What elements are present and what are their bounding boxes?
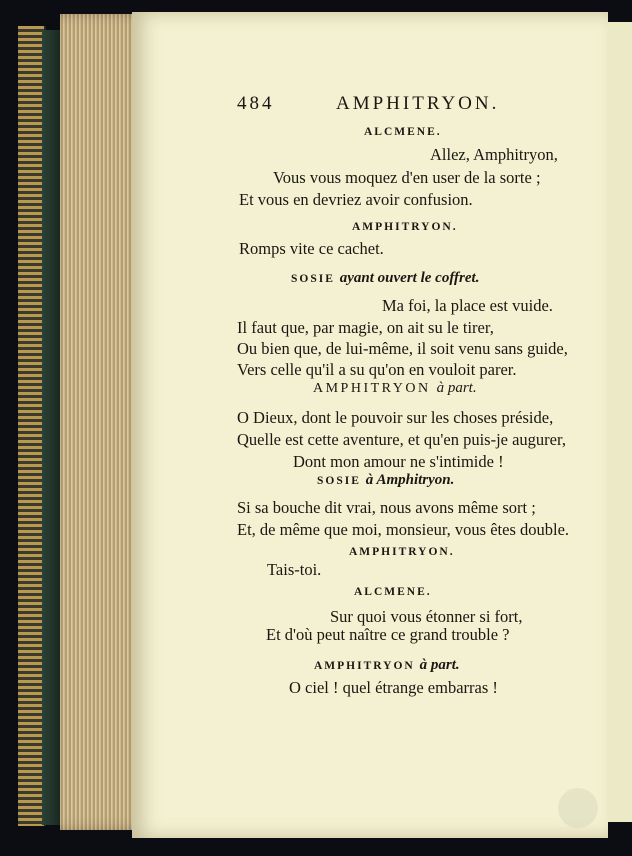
verse-line: Quelle est cette aventure, et qu'en puis-je augurer, xyxy=(237,430,566,449)
speaker-name: AMPHITRYON xyxy=(313,381,431,396)
speaker-heading xyxy=(314,655,460,676)
verse-line: Allez, Amphitryon, xyxy=(430,145,558,164)
verse-line: Vous vous moquez d'en user de la sorte ; xyxy=(273,168,541,187)
verse-line: Vers celle qu'il a su qu'on en vouloit parer. xyxy=(237,360,517,379)
speaker-heading xyxy=(291,268,479,289)
stage-direction: ayant ouvert le coffret. xyxy=(339,270,480,286)
book-page xyxy=(132,12,608,838)
stage-direction: à Amphitryon. xyxy=(365,472,455,488)
speaker-name: SOSIE xyxy=(317,475,361,487)
verse-line: Romps vite ce cachet. xyxy=(239,239,384,258)
verse-line: Ou bien que, de lui-même, il soit venu sans guide, xyxy=(237,339,568,358)
verse-line: O ciel ! quel étrange embarras ! xyxy=(289,678,498,697)
verse-line: Et vous en devriez avoir confusion. xyxy=(239,190,473,209)
speaker-name: AMPHITRYON xyxy=(314,660,415,672)
facing-page-edge xyxy=(604,22,632,822)
speaker-heading xyxy=(317,470,454,491)
verse-line: O Dieux, dont le pouvoir sur les choses préside, xyxy=(237,408,554,427)
speaker-name: SOSIE xyxy=(291,273,335,285)
speaker-heading: AMPHITRYON. xyxy=(349,546,455,558)
book-cover xyxy=(42,30,62,825)
verse-line: Sur quoi vous étonner si fort, xyxy=(330,607,523,626)
verse-line: Et d'où peut naître ce grand trouble ? xyxy=(266,625,510,644)
verse-line: Il faut que, par magie, on ait su le tirer, xyxy=(237,318,494,337)
stage-direction: à part. xyxy=(419,657,460,673)
verse-line: Dont mon amour ne s'intimide ! xyxy=(293,452,504,471)
verse-line: Si sa bouche dit vrai, nous avons même sort ; xyxy=(237,498,536,517)
verse-line: Ma foi, la place est vuide. xyxy=(382,296,553,315)
stage-direction: à part. xyxy=(436,380,477,396)
speaker-heading: ALCMENE. xyxy=(364,126,442,138)
speaker-heading xyxy=(313,378,477,399)
page-number: 484 xyxy=(237,93,275,114)
verse-line: Et, de même que moi, monsieur, vous êtes double. xyxy=(237,520,570,539)
speaker-heading: AMPHITRYON. xyxy=(352,221,458,233)
paper-stain xyxy=(558,788,598,828)
running-title: AMPHITRYON. xyxy=(336,93,500,114)
verse-line: Tais-toi. xyxy=(267,560,322,579)
speaker-heading: ALCMENE. xyxy=(354,586,432,598)
